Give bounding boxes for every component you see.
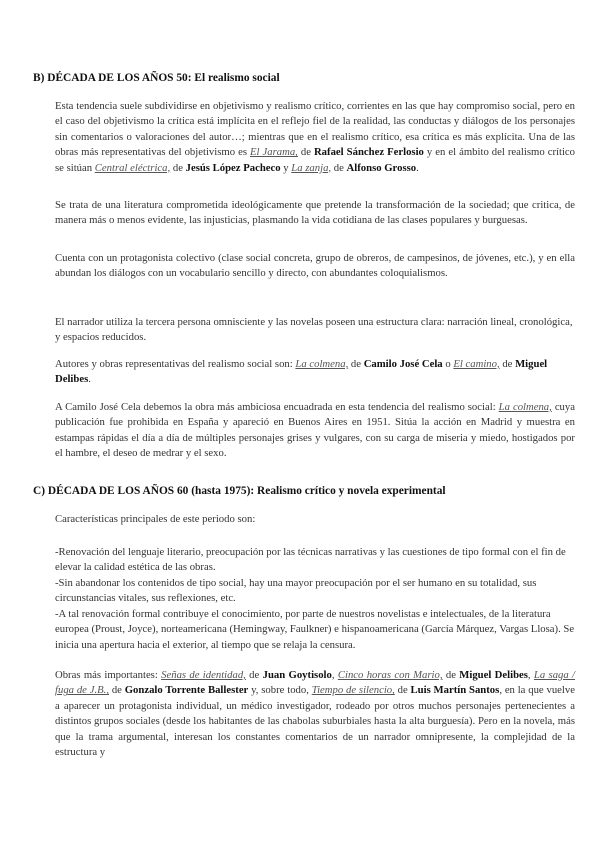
section-b-paragraph-2: Se trata de una literatura comprometida ideológicamente que pretende la transformación de la sociedad; que critica, de manera más o menos evidente, las injusticias, plasmando la vida cotidiana de las clases populares y burguesas. — [55, 199, 575, 227]
work-title: El Jarama, — [250, 146, 298, 159]
section-c-heading: C) DÉCADA DE LOS AÑOS 60 (hasta 1975): Realismo crítico y novela experimental — [33, 485, 446, 497]
work-title: Central eléctrica, — [94, 161, 171, 174]
work-title: La colmena, — [295, 358, 349, 370]
work-title: Cinco horas con Mario, — [337, 669, 443, 681]
section-b-heading: B) DÉCADA DE LOS AÑOS 50: El realismo social — [33, 72, 280, 84]
section-b-paragraph-5: Autores y obras representativas del realismo social son: La colmena, de Camilo José Cela o El camino, de Miguel Delibes. — [55, 358, 548, 386]
author-name: Jesús López Pacheco — [185, 161, 281, 174]
work-title: La colmena, — [498, 401, 552, 413]
section-c-list-item-2: -Sin abandonar los contenidos de tipo social, hay una mayor preocupación por el ser humano en su totalidad, sus circunstancias vitales, sus reflexiones, etc. — [55, 577, 537, 605]
section-c-paragraph-works: Obras más importantes: Señas de identidad, de Juan Goytisolo, Cinco horas con Mario, de Miguel Delibes, La saga / fuga de J.B., de Gonzalo Torrente Ballester y, sobre todo, Tiempo de silencio, de Luis Martín Santos, en la que vuelve a aparecer un protagonista individual, un médico investigador, rodeado por otros muchos personajes pertenecientes a distintos grupos sociales (desde los habitantes de las chabolas suburbiales hasta la alta burguesía). Pero en la novela, más que la trama argumental, interesan los constantes comentarios de un narrador omnipresente, la complejidad de la estructura y — [55, 669, 576, 759]
work-title: El camino, — [453, 358, 500, 370]
author-name: Camilo José Cela — [363, 358, 443, 370]
author-name: Juan Goytisolo — [262, 669, 332, 681]
work-title: La zanja, — [291, 161, 332, 174]
work-title: Señas de identidad, — [161, 669, 246, 681]
section-b-paragraph-1: Esta tendencia suele subdividirse en objetivismo y realismo crítico, corrientes en las que hay compromiso social, pero en el caso del objetivismo la crítica está implícita en el reflejo fiel de la realidad, las conductas y diálogos de los personajes sin comentarios o valoraciones del autor…; mientras que en el realismo crítico, esa crítica es más explícita. Una de las obras más representativas del objetivismo es El Jarama, de Rafael Sánchez Ferlosio y en el ámbito del realismo crítico se sitúan Central eléctrica, de Jesús López Pacheco y La zanja, de Alfonso Grosso. — [55, 100, 575, 174]
section-b-paragraph-6: A Camilo José Cela debemos la obra más ambiciosa encuadrada en esta tendencia del realismo social: La colmena, cuya publicación fue prohibida en España y apareció en Buenos Aires en 1951. Sitúa la acción en Madrid y muestra en estampas rápidas el día a día de múltiples personajes grises y vulgares, con su carga de miseria y miedo, hostigados por el hambre, el deseo de medrar y el sexo. — [55, 401, 575, 460]
author-name: Alfonso Grosso — [346, 161, 417, 174]
section-b-paragraph-4: El narrador utiliza la tercera persona omnisciente y las novelas poseen una estructura clara: narración lineal, cronológica, y espacios reducidos. — [55, 316, 573, 344]
work-title: La saga / fuga de J.B., — [55, 669, 576, 697]
author-name: Gonzalo Torrente Ballester — [124, 684, 249, 697]
author-name: Miguel Delibes — [459, 669, 528, 681]
section-c-list-item-1: -Renovación del lenguaje literario, preocupación por las técnicas narrativas y las cuestiones de tipo formal con el fin de elevar la calidad estética de las obras. — [55, 546, 566, 574]
work-title: Tiempo de silencio, — [311, 684, 395, 697]
section-b-paragraph-3: Cuenta con un protagonista colectivo (clase social concreta, grupo de obreros, de campesinos, de jóvenes, etc.), y en ella abundan los diálogos con un vocabulario sencillo y directo, con abundantes coloquialismos. — [55, 252, 575, 280]
section-c-list-item-3: -A tal renovación formal contribuye el conocimiento, por parte de nuestros novelistas e intelectuales, de la literatura europea (Proust, Joyce), norteamericana (Hemingway, Faulkner) e hispanoamericana (García Márquez, Vargas Llosa). Se inicia una apertura hacia el exterior, al tiempo que se relaja la censura. — [55, 608, 575, 651]
author-name: Rafael Sánchez Ferlosio — [313, 146, 424, 159]
section-c-intro: Características principales de este periodo son: — [55, 513, 256, 525]
author-name: Miguel Delibes — [55, 358, 548, 386]
author-name: Luis Martín Santos — [410, 684, 500, 697]
